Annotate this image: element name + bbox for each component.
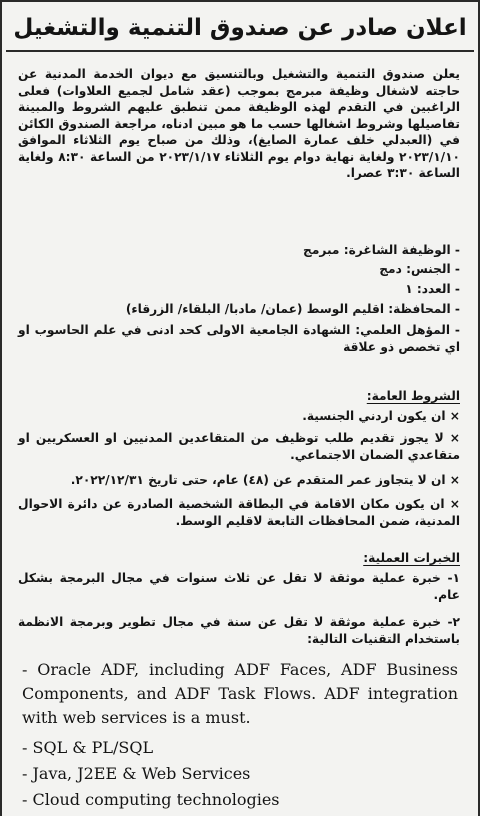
general-conditions-heading: الشروط العامة: (366, 389, 460, 403)
practical-experience-heading: الخبرات العملية: (363, 551, 460, 565)
intro-paragraph: يعلن صندوق التنمية والتشغيل وبالتنسيق مع ديوان الخدمة المدنية عن حاجته لاشغال وظيفة مبرمج بموجب (عقد شامل لجميع العلاوات) فعلى الراغبين في التقدم لهذه الوظيفة ممن تنطبق عليهم الشروط والمبينة تفاصيلها وشروط اشغالها حسب ما هو مبين ادناه، مراجعة الصندوق الكائن في (العبدلي خلف عمارة الصايغ)، وذلك من صباح يوم الثلاثاء الموافق ٢٠٢٣/١/١٠ ولغاية نهاية دوام يوم الثلاثاء ٢٠٢٣/١/١٧ من الساعة ٨:٣٠ ولغاية الساعة ٣:٣٠ عصرا. (18, 67, 460, 180)
technology-item: - Java, J2EE & Web Services (22, 764, 251, 783)
job-detail-gender: - الجنس: دمج (379, 262, 460, 276)
technology-item: - Oracle ADF, including ADF Faces, ADF Business Components, and ADF Task Flows. ADF integration with web services is a must. (22, 660, 458, 727)
experience-item: ٢- خبرة عملية موثقة لا تقل عن سنة في مجال تطوير وبرمجة الانظمة باستخدام التقنيات التالية: (18, 615, 460, 646)
title-divider (6, 50, 474, 52)
condition-item: × ان يكون مكان الاقامة في البطاقة الشخصية الصادرة عن دائرة الاحوال المدنية، ضمن المحافظات التابعة لاقليم الوسط. (18, 497, 460, 528)
condition-item: × ان لا يتجاوز عمر المتقدم عن (٤٨) عام، حتى تاريخ ٢٠٢٢/١٢/٣١. (70, 473, 460, 487)
announcement-title: اعلان صادر عن صندوق التنمية والتشغيل (13, 15, 467, 41)
experience-item: ١- خبرة عملية موثقة لا تقل عن ثلاث سنوات في مجال البرمجة بشكل عام. (18, 571, 460, 602)
technology-item: - SQL & PL/SQL (22, 738, 154, 757)
job-detail-qualification: - المؤهل العلمي: الشهادة الجامعية الاولى كحد ادنى في علم الحاسوب او اي تخصص ذو علاقة (18, 323, 460, 354)
condition-item: × ان يكون اردني الجنسية. (302, 409, 460, 423)
condition-item: × لا يجوز تقديم طلب توظيف من المتقاعدين المدنيين او العسكريين او متقاعدي الضمان الاجتماعي. (18, 431, 460, 462)
job-detail-position: - الوظيفة الشاغرة: مبرمج (303, 243, 460, 257)
job-detail-count: - العدد: ١ (405, 282, 460, 296)
job-detail-governorate: - المحافظة: اقليم الوسط (عمان/ مادبا/ البلقاء/ الزرقاء) (125, 302, 460, 316)
technology-item: - Cloud computing technologies (22, 790, 280, 809)
